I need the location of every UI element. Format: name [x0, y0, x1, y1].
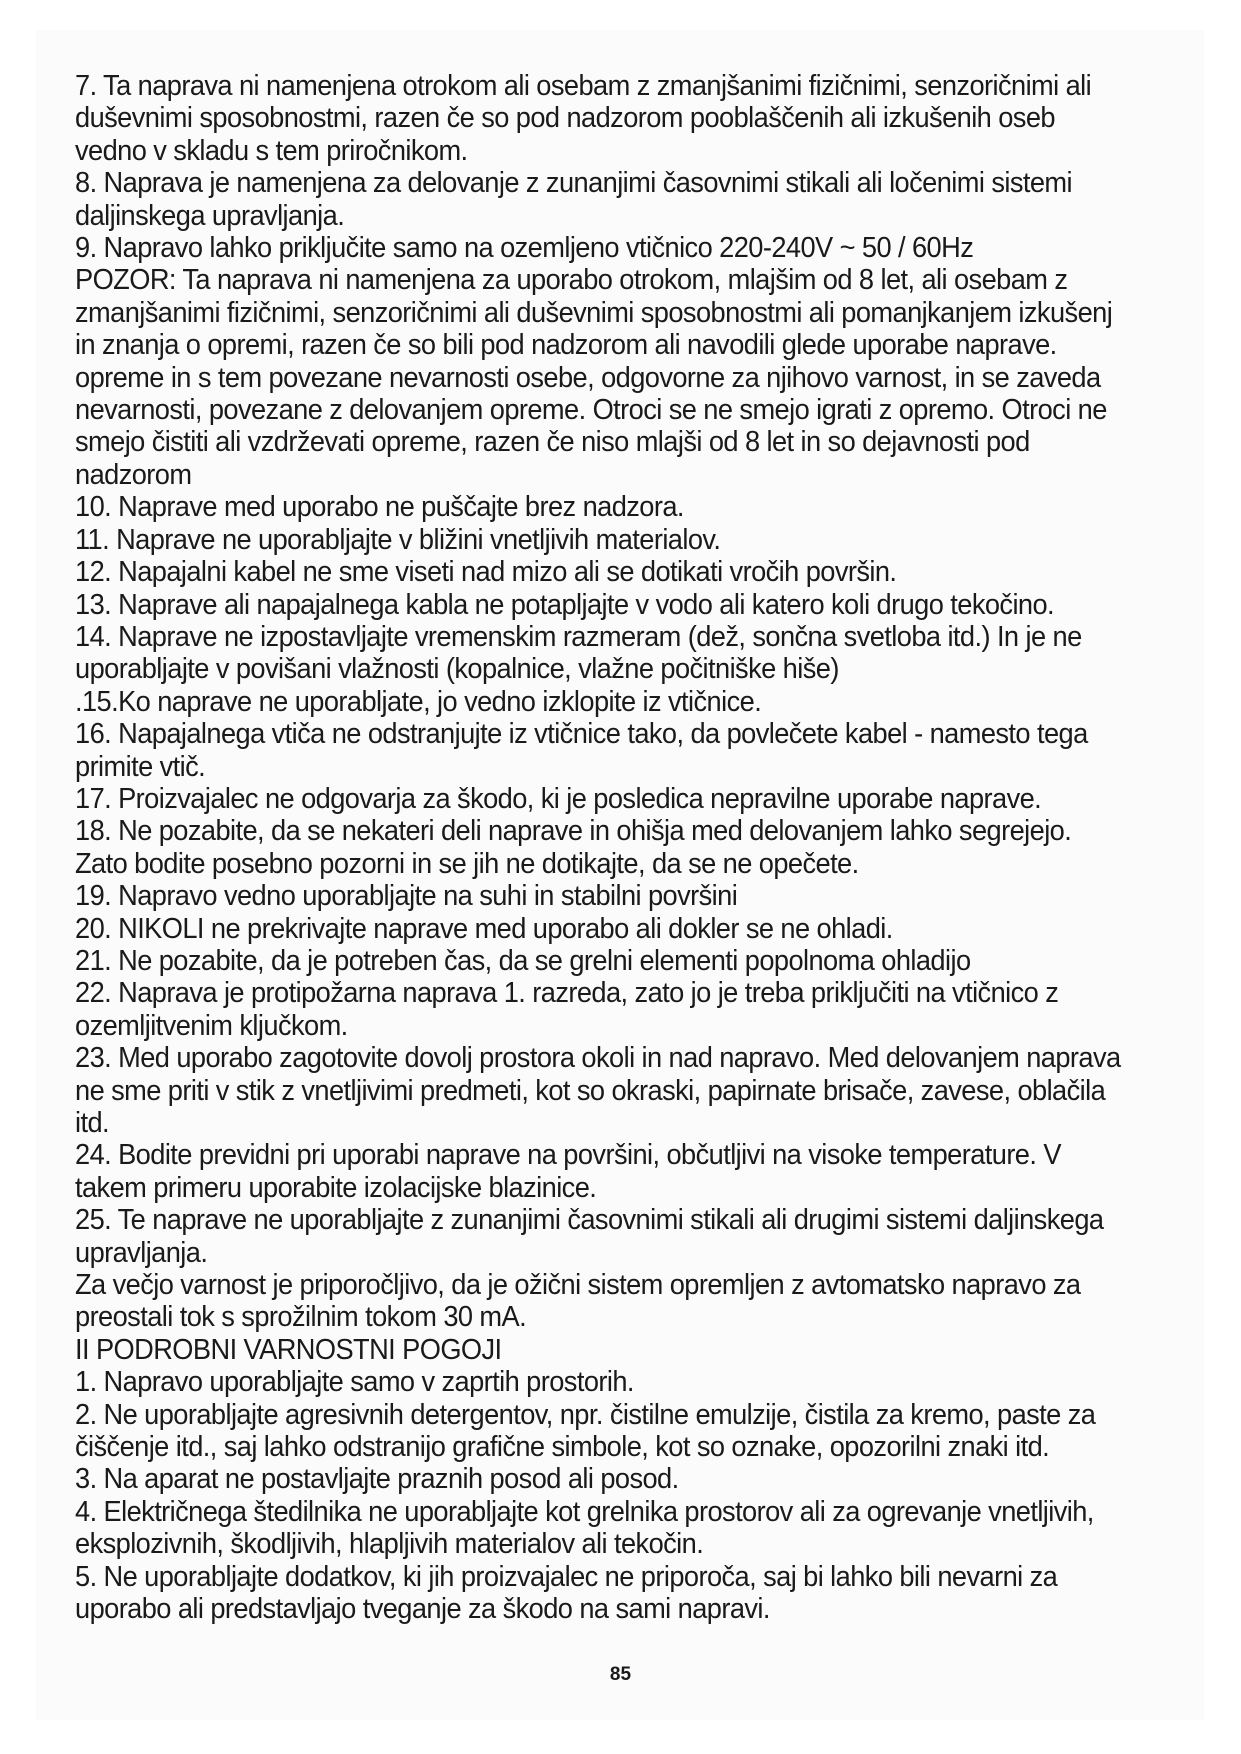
text-line: eksplozivnih, škodljivih, hlapljivih materialov ali tekočin.: [75, 1528, 704, 1561]
text-line: POZOR: Ta naprava ni namenjena za uporabo otrokom, mlajšim od 8 let, ali osebam z: [75, 264, 1068, 297]
text-line: daljinskega upravljanja.: [75, 199, 345, 232]
text-line: 16. Napajalnega vtiča ne odstranjujte iz vtičnice tako, da povlečete kabel - namesto tega: [75, 718, 1088, 751]
text-line: 24. Bodite previdni pri uporabi naprave na površini, občutljivi na visoke temperature. V: [75, 1139, 1061, 1172]
text-line: Za večjo varnost je priporočljivo, da je ožični sistem opremljen z avtomatsko napravo za: [75, 1269, 1081, 1302]
text-line: 14. Naprave ne izpostavljajte vremenskim razmeram (dež, sončna svetloba itd.) In je ne: [75, 620, 1082, 653]
text-line: 18. Ne pozabite, da se nekateri deli naprave in ohišja med delovanjem lahko segrejejo.: [75, 815, 1072, 848]
text-line: 9. Napravo lahko priključite samo na ozemljeno vtičnico 220-240V ~ 50 / 60Hz: [75, 232, 974, 265]
text-line: vedno v skladu s tem priročnikom.: [75, 134, 468, 167]
text-line: ne sme priti v stik z vnetljivimi predmeti, kot so okraski, papirnate brisače, zavese, oblačila: [75, 1074, 1106, 1107]
text-line: ozemljitvenim ključkom.: [75, 1009, 348, 1042]
text-line: nadzorom: [75, 458, 192, 491]
text-line: 25. Te naprave ne uporabljajte z zunanjimi časovnimi stikali ali drugimi sistemi daljinskega: [75, 1204, 1104, 1237]
text-line: 17. Proizvajalec ne odgovarja za škodo, ki je posledica nepravilne uporabe naprave.: [75, 782, 1042, 815]
text-line: 21. Ne pozabite, da je potreben čas, da se grelni elementi popolnoma ohladijo: [75, 944, 971, 977]
text-line: uporabo ali predstavljajo tveganje za škodo na sami napravi.: [75, 1593, 770, 1626]
document-body: [75, 70, 1126, 1626]
page-number: 85: [609, 1664, 632, 1685]
text-line: 3. Na aparat ne postavljajte praznih posod ali posod.: [75, 1463, 679, 1496]
text-line: opreme in s tem povezane nevarnosti osebe, odgovorne za njihovo varnost, in se zaveda: [75, 361, 1101, 394]
text-line: 12. Napajalni kabel ne sme viseti nad mizo ali se dotikati vročih površin.: [75, 556, 897, 589]
text-line: čiščenje itd., saj lahko odstranijo grafične simbole, kot so oznake, opozorilni znaki itd.: [75, 1431, 1050, 1464]
text-line: primite vtič.: [75, 750, 206, 783]
text-line: 20. NIKOLI ne prekrivajte naprave med uporabo ali dokler se ne ohladi.: [75, 912, 893, 945]
text-line: 5. Ne uporabljajte dodatkov, ki jih proizvajalec ne priporoča, saj bi lahko bili nevarni za: [75, 1560, 1058, 1593]
text-line: 7. Ta naprava ni namenjena otrokom ali osebam z zmanjšanimi fizičnimi, senzoričnimi ali: [75, 70, 1092, 102]
text-line: uporabljajte v povišani vlažnosti (kopalnice, vlažne počitniške hiše): [75, 653, 839, 686]
text-line: 2. Ne uporabljajte agresivnih detergentov, npr. čistilne emulzije, čistila za kremo, paste za: [75, 1398, 1096, 1431]
text-line: 19. Napravo vedno uporabljajte na suhi in stabilni površini: [75, 880, 738, 913]
text-line: zmanjšanimi fizičnimi, senzoričnimi ali duševnimi sposobnostmi ali pomanjkanjem izkušenj: [75, 296, 1113, 329]
text-line: Zato bodite posebno pozorni in se jih ne dotikajte, da se ne opečete.: [75, 847, 859, 880]
text-line: II PODROBNI VARNOSTNI POGOJI: [75, 1333, 502, 1366]
text-line: 4. Električnega štedilnika ne uporabljajte kot grelnika prostorov ali za ogrevanje vnetljivih,: [75, 1495, 1094, 1528]
text-line: 22. Naprava je protipožarna naprava 1. razreda, zato jo je treba priključiti na vtičnico z: [75, 977, 1059, 1010]
text-line: itd.: [75, 1107, 110, 1139]
text-line: nevarnosti, povezane z delovanjem opreme. Otroci se ne smejo igrati z opremo. Otroci ne: [75, 394, 1107, 427]
text-line: 1. Napravo uporabljajte samo v zaprtih prostorih.: [75, 1366, 634, 1399]
text-line: 11. Naprave ne uporabljajte v bližini vnetljivih materialov.: [75, 523, 721, 556]
text-line: smejo čistiti ali vzdrževati opreme, razen če niso mlajši od 8 let in so dejavnosti pod: [75, 426, 1030, 459]
text-line: upravljanja.: [75, 1236, 208, 1269]
text-line: takem primeru uporabite izolacijske blazinice.: [75, 1171, 597, 1204]
text-line: .15.Ko naprave ne uporabljate, jo vedno izklopite iz vtičnice.: [75, 685, 762, 718]
text-line: 13. Naprave ali napajalnega kabla ne potapljajte v vodo ali katero koli drugo tekočino.: [75, 588, 1055, 621]
text-line: 23. Med uporabo zagotovite dovolj prostora okoli in nad napravo. Med delovanjem naprava: [75, 1042, 1121, 1075]
text-line: preostali tok s sprožilnim tokom 30 mA.: [75, 1301, 527, 1334]
text-line: 8. Naprava je namenjena za delovanje z zunanjimi časovnimi stikali ali ločenimi sistemi: [75, 167, 1072, 200]
text-line: 10. Naprave med uporabo ne puščajte brez nadzora.: [75, 491, 684, 524]
text-line: in znanja o opremi, razen če so bili pod nadzorom ali navodili glede uporabe naprave.: [75, 329, 1057, 362]
text-line: duševnimi sposobnostmi, razen če so pod nadzorom pooblaščenih ali izkušenih oseb: [75, 102, 1055, 135]
